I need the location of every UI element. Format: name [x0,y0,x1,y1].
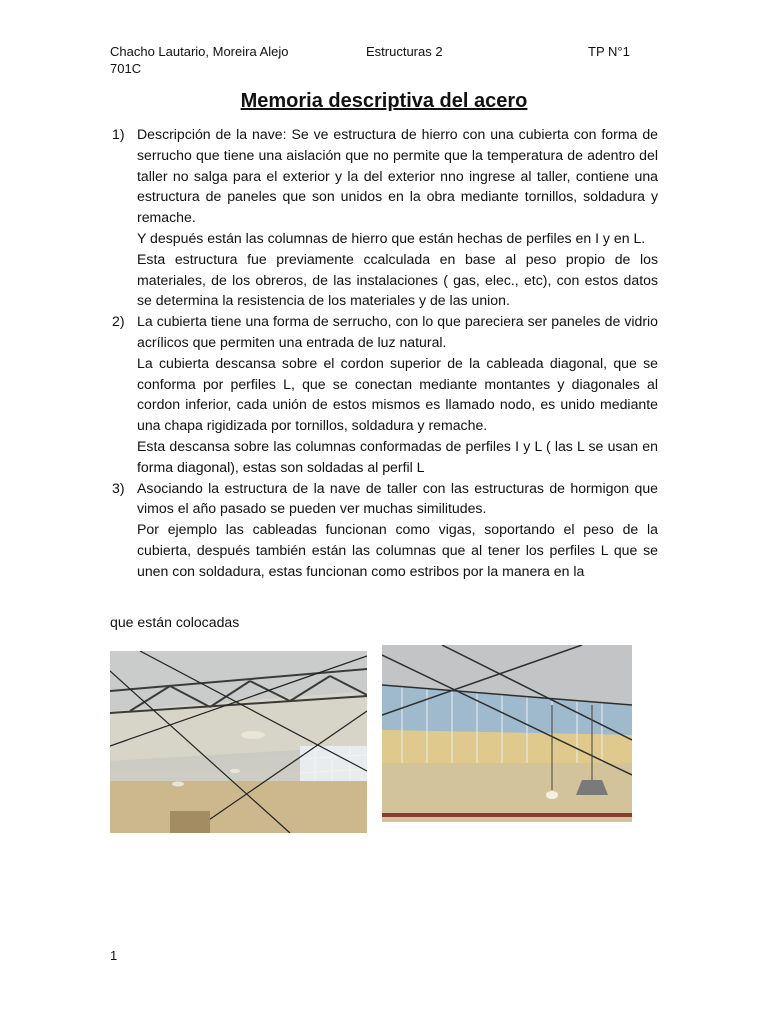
paragraph: La cubierta descansa sobre el cordon superior de la cableada diagonal, que se conforma por perfiles L, que se conectan mediante montantes y diagonales al cordon inferior, cada unión de estos mismos es llamado nodo, es unido mediante una chapa rigidizada por tornillos, soldadura y remache. [137,354,658,434]
paragraph: La cubierta tiene una forma de serrucho, con lo que pareciera ser paneles de vidrio acrílicos que permiten una entrada de luz natural. [137,313,658,350]
paragraph: Asociando la estructura de la nave de taller con las estructuras de hormigon que vimos el año pasado se pueden ver muchas similitudes. [137,479,658,517]
sawtooth-roof-photo-right [382,645,632,822]
paragraph: Esta estructura fue previamente ccalculada en base al peso propio de los materiales, de los obreros, de las instalaciones ( gas, elec., etc), con estos datos se determina la resistencia de los materiales y de las union. [137,250,658,309]
paragraph: Por ejemplo las cableadas funcionan como vigas, soportando el peso de la cubierta, después también están las columnas que al tener los perfiles L que se unen con soldadura, estas funcionan como estribos por la manera en la [137,521,658,579]
item-number: 1) [112,126,125,142]
header-tp-number: TP N°1 [588,44,630,59]
item-number: 3) [112,479,125,496]
page-number: 1 [110,948,118,963]
list-item-3 [110,478,658,582]
roof-truss-photo-left [110,651,367,833]
header-course: 701C [110,61,142,76]
numbered-list [110,124,658,582]
paragraph: Y después están las columnas de hierro que están hechas de perfiles en I y en L. [137,229,646,246]
continuation-text: que están colocadas [110,614,240,630]
item-number: 2) [112,313,125,330]
paragraph: Esta descansa sobre las columnas conformadas de perfiles I y L ( las L se usan en forma diagonal), estas son soldadas al perfil L [137,437,658,475]
list-item-2 [110,311,658,477]
list-item-1 [110,124,658,311]
document-title: Memoria descriptiva del acero [240,90,528,112]
header-authors: Chacho Lautario, Moreira Alejo [110,44,289,59]
header-subject: Estructuras 2 [366,44,443,59]
paragraph: Descripción de la nave: Se ve estructura de hierro con una cubierta con forma de serrucho que tiene una aislación que no permite que la temperatura de adentro del taller no salga para el exterior y la del exterior nno ingrese al taller, contiene una estructura de paneles que son unidos en la obra mediante tornillos, soldadura y remache. [137,126,658,226]
